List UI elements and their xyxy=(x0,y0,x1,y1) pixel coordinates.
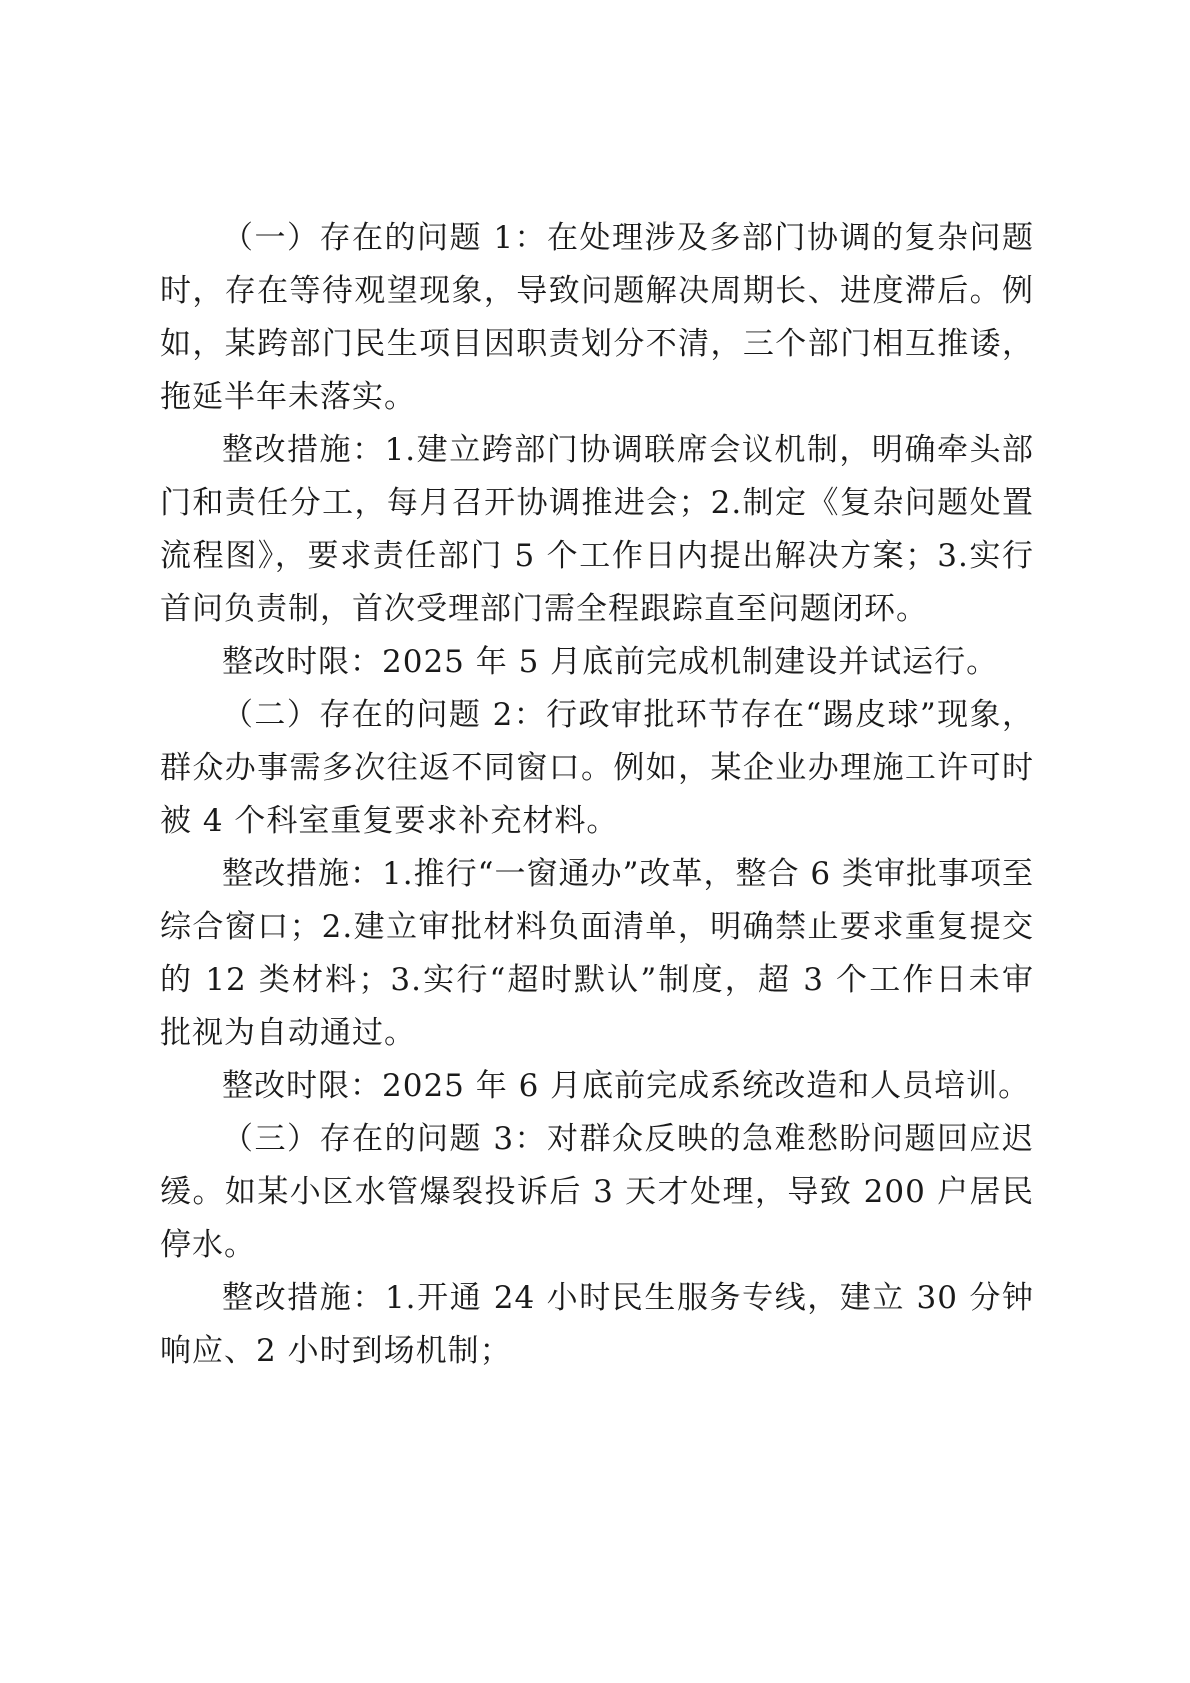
deadline-2-paragraph: 整改时限：2025 年 6 月底前完成系统改造和人员培训。 xyxy=(222,1068,1031,1104)
document-body xyxy=(160,212,1034,1378)
deadline-1-paragraph: 整改时限：2025 年 5 月底前完成机制建设并试运行。 xyxy=(222,644,999,680)
measures-3-paragraph: 整改措施：1.开通 24 小时民生服务专线，建立 30 分钟响应、2 小时到场机制； xyxy=(160,1280,1034,1369)
measures-2-paragraph: 整改措施：1.推行“一窗通办”改革，整合 6 类审批事项至综合窗口；2.建立审批材料负面清单，明确禁止要求重复提交的 12 类材料；3.实行“超时默认”制度，超 3 个工作日未审批视为自动通过。 xyxy=(160,856,1034,1051)
problem-2-paragraph: （二）存在的问题 2：行政审批环节存在“踢皮球”现象，群众办事需多次往返不同窗口。例如，某企业办理施工许可时被 4 个科室重复要求补充材料。 xyxy=(160,697,1034,839)
problem-3-paragraph: （三）存在的问题 3：对群众反映的急难愁盼问题回应迟缓。如某小区水管爆裂投诉后 3 天才处理，导致 200 户居民停水。 xyxy=(160,1121,1034,1263)
measures-1-paragraph: 整改措施：1.建立跨部门协调联席会议机制，明确牵头部门和责任分工，每月召开协调推进会；2.制定《复杂问题处置流程图》，要求责任部门 5 个工作日内提出解决方案；3.实行首问负责制，首次受理部门需全程跟踪直至问题闭环。 xyxy=(160,432,1034,627)
problem-1-paragraph: （一）存在的问题 1：在处理涉及多部门协调的复杂问题时，存在等待观望现象，导致问题解决周期长、进度滞后。例如，某跨部门民生项目因职责划分不清，三个部门相互推诿，拖延半年未落实。 xyxy=(160,220,1034,415)
